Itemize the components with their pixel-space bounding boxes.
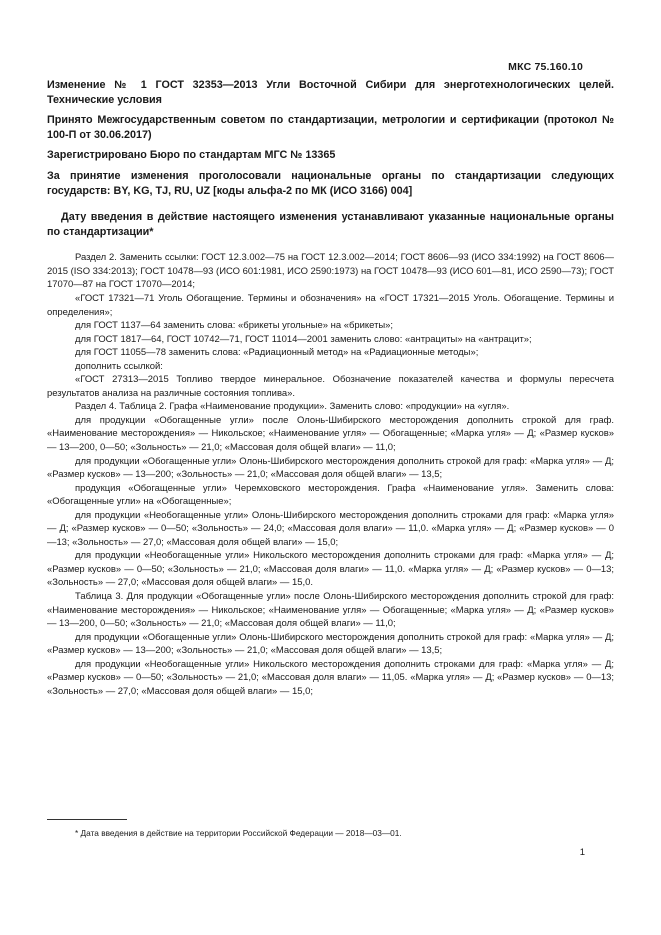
classification-code: МКС 75.160.10 bbox=[508, 61, 583, 73]
body-paragraph: для продукции «Необогащенные угли» Олонь-Шибирского месторождения дополнить строками для граф: «Марка угля» — Д; «Размер кусков» — 0—50; «Зольность» — 24,0; «Массовая доля влаги» — 11,0. «Марка угля» — Д; «Размер кусков» — 0—13; «Зольность» — 27,0; «Массовая доля общей влаги» — 15,0; bbox=[47, 509, 614, 548]
body-paragraph: Раздел 4. Таблица 2. Графа «Наименование продукции». Заменить слово: «продукции» на «угля». bbox=[75, 401, 510, 413]
body-paragraph: для продукции «Обогащенные угли» после Олонь-Шибирского месторождения дополнить строкой для граф. «Наименование месторождения» — Никольское; «Наименование угля» — Обогащенные; «Марка угля» — Д; «Размер кусков» — 13—200, 0—50; «Зольность» — 21,0; «Массовая доля общей влаги» — 11,0; bbox=[47, 414, 614, 453]
body-paragraph: для продукции «Необогащенные угли» Никольского месторождения дополнить строками для граф: «Марка угля» — Д; «Размер кусков» — 0—50; «Зольность» — 21,0; «Массовая доля влаги» — 11,05. «Марка угля» — Д; «Размер кусков» — 0—13; «Зольность» — 27,0; «Массовая доля общей влаги» — 15,0; bbox=[47, 658, 614, 697]
footnote-divider bbox=[47, 819, 127, 820]
amendment-title: Изменение № 1 ГОСТ 32353—2013 Угли Восточной Сибири для энерготехнологических целей. Технические условия bbox=[47, 79, 614, 106]
effective-date-note: Дату введения в действие настоящего изменения устанавливают указанные национальные органы по стандартизации* bbox=[47, 211, 614, 238]
body-paragraph: для ГОСТ 1817—64, ГОСТ 10742—71, ГОСТ 11014—2001 заменить слово: «антрациты» на «антрацит»; bbox=[75, 333, 532, 345]
body-paragraph: Таблица 3. Для продукции «Обогащенные угли» после Олонь-Шибирского месторождения дополнить строкой для граф: «Наименование месторождения» — Никольское; «Наименование угля» — Обогащенные; «Марка угля» — Д; «Размер кусков» — 13—200, 0—50; «Зольность» — 21,0; «Массовая доля общей влаги» — 11,0; bbox=[47, 591, 614, 630]
body-paragraph: Раздел 2. Заменить ссылки: ГОСТ 12.3.002—75 на ГОСТ 12.3.002—2014; ГОСТ 8606—93 (ИСО 334:1992) на ГОСТ 8606—2015 (ISO 334:2013); ГОСТ 10478—93 (ИСО 601:1981, ИСО 2590:1973) на ГОСТ 10478—93 (ИСО 601—81, ИСО 2590—73); ГОСТ 17070—87 на ГОСТ 17070—2014; bbox=[47, 252, 614, 291]
body-paragraph: для ГОСТ 1137—64 заменить слова: «брикеты угольные» на «брикеты»; bbox=[75, 320, 394, 332]
registration-note: Зарегистрировано Бюро по стандартам МГС № 13365 bbox=[47, 149, 336, 162]
body-paragraph: продукция «Обогащенные угли» Черемховского месторождения. Графа «Наименование угля». Заменить слова: «Обогащенные угли» на «Обогащенные»; bbox=[47, 482, 614, 508]
body-paragraph: дополнить ссылкой: bbox=[75, 360, 163, 372]
document-body bbox=[47, 251, 614, 698]
body-paragraph: «ГОСТ 27313—2015 Топливо твердое минеральное. Обозначение показателей качества и формулы пересчета результатов анализа на различные состояния топлива». bbox=[47, 374, 614, 399]
body-paragraph: для продукции «Обогащенные угли» Олонь-Шибирского месторождения дополнить строкой для граф: «Марка угля» — Д; «Размер кусков» — 13—200; «Зольность» — 21,0; «Массовая доля общей влаги» — 13,5; bbox=[47, 631, 614, 657]
body-paragraph: для ГОСТ 11055—78 заменить слова: «Радиационный метод» на «Радиационные методы»; bbox=[75, 347, 479, 359]
body-paragraph: для продукции «Необогащенные угли» Никольского месторождения дополнить строками для граф: «Марка угля» — Д; «Размер кусков» — 0—50; «Зольность» — 21,0; «Массовая доля влаги» — 11,0. «Марка угля» — Д; «Размер кусков» — 0—13; «Зольность» — 27,0; «Массовая доля общей влаги» — 15,0. bbox=[47, 550, 614, 589]
footnote: * Дата введения в действие на территории Российской Федерации — 2018—03—01. bbox=[75, 828, 402, 838]
voting-note: За принятие изменения проголосовали национальные органы по стандартизации следующих государств: BY, KG, TJ, RU, UZ [коды альфа-2 по МК (ИСО 3166) 004] bbox=[47, 169, 614, 197]
page-number: 1 bbox=[579, 847, 585, 858]
adoption-note: Принято Межгосударственным советом по стандартизации, метрологии и сертификации (протокол № 100-П от 30.06.2017) bbox=[47, 114, 614, 141]
body-paragraph: для продукции «Обогащенные угли» Олонь-Шибирского месторождения дополнить строкой для граф: «Марка угля» — Д; «Размер кусков» — 13—200; «Зольность» — 21,0; «Массовая доля общей влаги» — 13,5; bbox=[47, 455, 614, 481]
body-paragraph: «ГОСТ 17321—71 Уголь Обогащение. Термины и обозначения» на «ГОСТ 17321—2015 Уголь. Обогащение. Термины и определения»; bbox=[47, 292, 614, 318]
